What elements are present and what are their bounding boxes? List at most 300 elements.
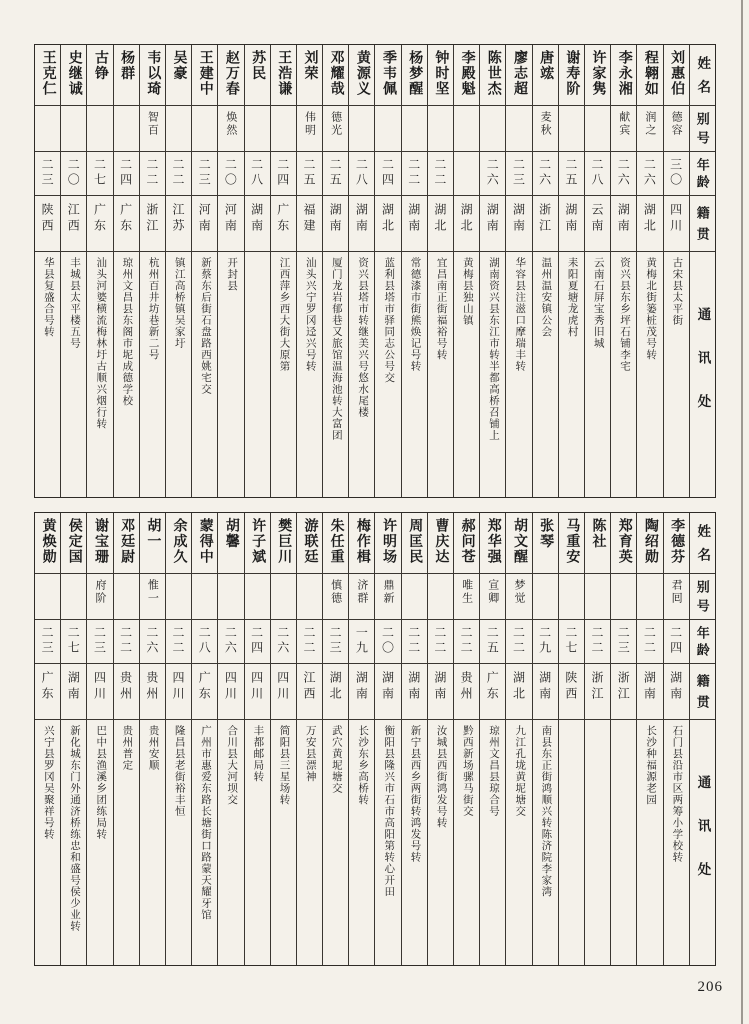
directory-table-upper — [34, 44, 716, 498]
person-name-cell — [402, 45, 427, 105]
row-label-province-text: 籍贯 — [694, 674, 710, 716]
person-address-cell — [349, 719, 374, 965]
person-alias: 唯生 — [460, 579, 473, 605]
person-name-cell — [611, 45, 636, 105]
person-name: 朱任重 — [328, 518, 344, 565]
person-column — [244, 513, 270, 965]
person-alias-cell — [559, 105, 584, 151]
person-address-cell — [218, 251, 243, 497]
person-address: 温州温安镇公会 — [540, 257, 552, 338]
person-age: 二三 — [92, 626, 107, 656]
person-province-cell — [218, 195, 243, 251]
person-alias: 府阶 — [93, 579, 106, 605]
person-address: 杭州百井坊巷新二号 — [147, 257, 159, 361]
person-column — [401, 513, 427, 965]
person-name: 梅作楫 — [354, 518, 370, 565]
person-province-cell — [664, 195, 689, 251]
person-province: 四川 — [275, 671, 290, 703]
person-name: 韦以琦 — [145, 50, 161, 97]
person-province: 湖北 — [511, 671, 526, 703]
person-name: 吴豪 — [171, 50, 187, 81]
person-province-cell — [349, 195, 374, 251]
person-province: 江西 — [66, 203, 81, 235]
person-name: 谢宝珊 — [92, 518, 108, 565]
row-label-alias-text: 别号 — [694, 112, 710, 150]
person-name: 许家隽 — [590, 50, 606, 97]
person-column — [348, 513, 374, 965]
person-address-cell — [35, 251, 60, 497]
person-name: 谢寿阶 — [564, 50, 580, 97]
person-name-cell — [559, 45, 584, 105]
person-column — [60, 45, 86, 497]
person-province-cell — [114, 195, 139, 251]
person-age: 二七 — [563, 626, 578, 656]
person-name: 苏民 — [250, 50, 266, 81]
person-name: 杨群 — [119, 50, 135, 81]
person-address-cell — [114, 251, 139, 497]
person-alias-cell — [245, 573, 270, 619]
person-column — [374, 45, 400, 497]
person-age-cell — [480, 619, 505, 663]
person-province-cell — [166, 195, 191, 251]
person-alias: 伟明 — [303, 111, 316, 137]
person-name: 刘惠伯 — [669, 50, 685, 97]
person-age-cell — [349, 151, 374, 195]
person-address: 贵州安顺 — [147, 725, 159, 771]
person-address-cell — [271, 251, 296, 497]
person-province: 湖南 — [668, 671, 683, 703]
person-age-cell — [245, 151, 270, 195]
person-name: 史继诚 — [66, 50, 82, 97]
person-name: 邓耀哉 — [328, 50, 344, 97]
person-province: 湖南 — [249, 203, 264, 235]
person-province: 湖北 — [642, 203, 657, 235]
person-name-cell — [637, 45, 662, 105]
person-name: 黄源义 — [354, 50, 370, 97]
person-province-cell — [585, 663, 610, 719]
person-name-cell — [585, 45, 610, 105]
person-age: 二六 — [275, 626, 290, 656]
row-label-alias — [690, 573, 715, 619]
person-alias-cell — [637, 105, 662, 151]
person-age-cell — [428, 619, 453, 663]
person-name: 陈社 — [590, 518, 606, 549]
person-province-cell — [480, 195, 505, 251]
person-address-cell — [192, 719, 217, 965]
person-age-cell — [271, 619, 296, 663]
person-address-cell — [611, 719, 636, 965]
person-age-cell — [637, 151, 662, 195]
person-alias-cell — [402, 105, 427, 151]
person-name-cell — [506, 45, 531, 105]
person-age: 二八 — [354, 158, 369, 188]
person-name-cell — [402, 513, 427, 573]
person-age-cell — [140, 151, 165, 195]
person-alias-cell — [192, 105, 217, 151]
person-age: 二四 — [118, 158, 133, 188]
person-age-cell — [166, 151, 191, 195]
person-name: 余成久 — [171, 518, 187, 565]
person-name-cell — [297, 513, 322, 573]
person-age-cell — [375, 619, 400, 663]
person-province-cell — [585, 195, 610, 251]
person-alias-cell — [87, 105, 112, 151]
person-province-cell — [506, 195, 531, 251]
person-province-cell — [245, 195, 270, 251]
person-name: 许子斌 — [250, 518, 266, 565]
person-name-cell — [87, 45, 112, 105]
person-province: 四川 — [668, 203, 683, 235]
person-name: 胡馨 — [223, 518, 239, 549]
person-province: 云南 — [590, 203, 605, 235]
person-address-cell — [375, 251, 400, 497]
person-age: 二二 — [590, 626, 605, 656]
person-province-cell — [480, 663, 505, 719]
person-province: 湖北 — [380, 203, 395, 235]
person-name-cell — [297, 45, 322, 105]
person-alias-cell — [585, 573, 610, 619]
person-province: 四川 — [92, 671, 107, 703]
person-address: 丰都邮局转 — [252, 725, 264, 783]
person-column — [479, 45, 505, 497]
person-name: 胡文醒 — [511, 518, 527, 565]
person-age-cell — [664, 151, 689, 195]
person-address: 黔西新场骡马街交 — [461, 725, 473, 817]
person-name-cell — [375, 45, 400, 105]
person-address: 万安县漂神 — [304, 725, 316, 783]
person-alias-cell — [114, 573, 139, 619]
person-column — [270, 513, 296, 965]
person-alias-cell — [533, 105, 558, 151]
person-alias-cell — [271, 105, 296, 151]
person-province: 湖南 — [485, 203, 500, 235]
person-age: 二六 — [642, 158, 657, 188]
person-age: 一九 — [354, 626, 369, 656]
person-age: 二八 — [197, 626, 212, 656]
person-age: 二四 — [249, 626, 264, 656]
row-label-age-text: 年龄 — [694, 158, 710, 192]
row-label-address — [690, 251, 715, 497]
person-alias-cell — [87, 573, 112, 619]
person-age: 二二 — [144, 158, 159, 188]
person-alias: 鼎新 — [382, 579, 395, 605]
person-age-cell — [585, 151, 610, 195]
person-name-cell — [454, 513, 479, 573]
row-label-name — [690, 513, 715, 573]
person-alias-cell — [323, 573, 348, 619]
person-province-cell — [297, 195, 322, 251]
person-address: 丰城县太平楼五号 — [69, 257, 81, 349]
person-age: 二六 — [616, 158, 631, 188]
person-age-cell — [297, 151, 322, 195]
person-column — [558, 45, 584, 497]
person-age-cell — [61, 151, 86, 195]
person-province: 贵州 — [144, 671, 159, 703]
person-alias-cell — [349, 573, 374, 619]
person-column — [663, 513, 689, 965]
person-age: 二二 — [511, 626, 526, 656]
person-address-cell — [375, 719, 400, 965]
person-column — [374, 513, 400, 965]
person-alias: 宣卿 — [486, 579, 499, 605]
person-address: 琼州文昌县琼合号 — [488, 725, 500, 817]
person-column — [270, 45, 296, 497]
person-address: 琼州文昌县东阁市坭成德学校 — [121, 257, 133, 407]
person-name: 郑育英 — [616, 518, 632, 565]
person-province: 广东 — [40, 671, 55, 703]
person-alias-cell — [297, 105, 322, 151]
person-province: 江西 — [301, 671, 316, 703]
person-province-cell — [611, 195, 636, 251]
page-number: 206 — [697, 979, 723, 995]
person-name-cell — [533, 45, 558, 105]
person-province: 浙江 — [144, 203, 159, 235]
person-address-cell — [297, 251, 322, 497]
person-address-cell — [218, 719, 243, 965]
person-age-cell — [585, 619, 610, 663]
person-address-cell — [87, 719, 112, 965]
person-province: 广东 — [92, 203, 107, 235]
person-province-cell — [375, 195, 400, 251]
row-label-name-text: 姓名 — [695, 524, 711, 571]
person-name-cell — [454, 45, 479, 105]
person-age: 二四 — [668, 626, 683, 656]
person-name: 程翱如 — [642, 50, 658, 97]
person-address-cell — [402, 251, 427, 497]
person-address: 广州市惠爱东路长塘街口路蒙天耀牙馆 — [199, 725, 211, 921]
person-province: 陕西 — [40, 203, 55, 235]
row-label-age — [690, 619, 715, 663]
person-province-cell — [218, 663, 243, 719]
person-age-cell — [245, 619, 270, 663]
person-column — [217, 45, 243, 497]
row-label-province-text: 籍贯 — [694, 206, 710, 248]
person-age-cell — [454, 151, 479, 195]
person-column — [610, 45, 636, 497]
person-province-cell — [271, 195, 296, 251]
person-age: 二八 — [249, 158, 264, 188]
person-name-cell — [585, 513, 610, 573]
person-province: 四川 — [171, 671, 186, 703]
person-province: 湖南 — [642, 671, 657, 703]
person-name: 王建中 — [197, 50, 213, 97]
person-age: 二六 — [223, 626, 238, 656]
person-alias-cell — [218, 105, 243, 151]
person-address-cell — [611, 251, 636, 497]
person-province-cell — [402, 663, 427, 719]
person-address: 镇江高桥镇吴家圩 — [173, 257, 185, 349]
person-province: 湖南 — [380, 671, 395, 703]
person-address-cell — [480, 251, 505, 497]
person-column — [139, 45, 165, 497]
person-address-cell — [166, 251, 191, 497]
person-alias-cell — [192, 573, 217, 619]
person-name: 李殿魁 — [459, 50, 475, 97]
person-column — [191, 513, 217, 965]
person-address: 汕头兴宁罗冈迳兴号转 — [304, 257, 316, 372]
person-address: 简阳县三星场转 — [278, 725, 290, 806]
person-age: 二九 — [537, 626, 552, 656]
person-address-cell — [637, 251, 662, 497]
person-address-cell — [192, 251, 217, 497]
person-address: 巴中县渔溪乡团练局转 — [95, 725, 107, 840]
person-name: 黄焕勋 — [40, 518, 56, 565]
person-alias-cell — [375, 573, 400, 619]
person-name-cell — [218, 513, 243, 573]
person-alias-cell — [349, 105, 374, 151]
person-alias: 慎德 — [329, 579, 342, 605]
person-province-cell — [87, 663, 112, 719]
person-province-cell — [140, 195, 165, 251]
person-address: 黄梅县独山镇 — [461, 257, 473, 326]
row-label-name — [690, 45, 715, 105]
person-name: 李永湘 — [616, 50, 632, 97]
person-age-cell — [402, 619, 427, 663]
person-age-cell — [297, 619, 322, 663]
person-alias-cell — [35, 573, 60, 619]
person-name-cell — [375, 513, 400, 573]
person-age-cell — [323, 619, 348, 663]
person-age-cell — [611, 619, 636, 663]
person-age-cell — [35, 151, 60, 195]
person-address-cell — [506, 719, 531, 965]
person-province-cell — [61, 663, 86, 719]
person-province-cell — [35, 195, 60, 251]
person-name-cell — [559, 513, 584, 573]
person-address-cell — [271, 719, 296, 965]
person-age-cell — [402, 151, 427, 195]
person-address: 石门县沿市区两筹小学校转 — [671, 725, 683, 863]
person-age-cell — [218, 151, 243, 195]
person-column — [558, 513, 584, 965]
person-name: 杨梦醒 — [407, 50, 423, 97]
person-column — [636, 513, 662, 965]
person-alias-cell — [533, 573, 558, 619]
person-address-cell — [166, 719, 191, 965]
person-column — [532, 45, 558, 497]
person-age-cell — [140, 619, 165, 663]
person-age: 三〇 — [668, 158, 683, 188]
person-age: 二三 — [328, 626, 343, 656]
person-column — [165, 45, 191, 497]
person-province-cell — [35, 663, 60, 719]
person-alias-cell — [664, 105, 689, 151]
person-province: 陕西 — [563, 671, 578, 703]
person-address-cell — [140, 251, 165, 497]
person-province: 浙江 — [537, 203, 552, 235]
person-address-cell — [87, 251, 112, 497]
person-address-cell — [637, 719, 662, 965]
person-column — [139, 513, 165, 965]
person-age: 二二 — [406, 158, 421, 188]
person-address-cell — [297, 719, 322, 965]
person-alias-cell — [61, 105, 86, 151]
person-name: 刘荣 — [302, 50, 318, 81]
person-province: 湖南 — [66, 671, 81, 703]
person-name: 廖志超 — [511, 50, 527, 97]
person-alias-cell — [166, 573, 191, 619]
person-address: 资兴县塔市转继美兴号悠水尾楼 — [357, 257, 369, 418]
person-province: 江苏 — [171, 203, 186, 235]
person-name-cell — [480, 513, 505, 573]
person-age: 二七 — [92, 158, 107, 188]
person-name: 王浩谦 — [276, 50, 292, 97]
person-name: 蒙得中 — [197, 518, 213, 565]
person-address-cell — [402, 719, 427, 965]
person-column — [296, 513, 322, 965]
row-label-age — [690, 151, 715, 195]
person-address: 汕头河婆横流梅林圩古顺兴烟行转 — [95, 257, 107, 430]
person-name-cell — [61, 45, 86, 105]
person-name: 季韦佩 — [381, 50, 397, 97]
person-address-cell — [480, 719, 505, 965]
person-address-cell — [323, 719, 348, 965]
person-age-cell — [506, 151, 531, 195]
person-age-cell — [114, 151, 139, 195]
person-age-cell — [664, 619, 689, 663]
person-name: 张琴 — [538, 518, 554, 549]
person-column — [348, 45, 374, 497]
person-age-cell — [480, 151, 505, 195]
person-age: 二八 — [590, 158, 605, 188]
person-address: 南县东正街鸿顺兴转陈济院李家湾 — [540, 725, 552, 898]
person-age-cell — [218, 619, 243, 663]
person-address: 长沙东乡高桥转 — [357, 725, 369, 806]
person-name-cell — [166, 513, 191, 573]
person-alias-cell — [375, 105, 400, 151]
person-name-cell — [428, 45, 453, 105]
person-address-cell — [140, 719, 165, 965]
person-alias: 献宾 — [617, 111, 630, 137]
person-name: 郑华强 — [485, 518, 501, 565]
person-address-cell — [506, 251, 531, 497]
person-alias-cell — [506, 573, 531, 619]
person-alias-cell — [402, 573, 427, 619]
person-name-cell — [611, 513, 636, 573]
person-age-cell — [533, 151, 558, 195]
person-province-cell — [192, 663, 217, 719]
person-address: 汝城县西街鸿发号转 — [435, 725, 447, 829]
person-address: 贵州普定 — [121, 725, 133, 771]
person-age-cell — [611, 151, 636, 195]
person-column — [636, 45, 662, 497]
person-age-cell — [559, 151, 584, 195]
person-alias-cell — [166, 105, 191, 151]
person-province: 湖南 — [537, 671, 552, 703]
person-name: 李德芬 — [669, 518, 685, 565]
person-column — [401, 45, 427, 497]
person-province: 河南 — [223, 203, 238, 235]
person-address: 厦门龙岩郁巷又旅馆温海池转大富团 — [330, 257, 342, 441]
person-address-cell — [454, 251, 479, 497]
person-alias-cell — [664, 573, 689, 619]
person-province-cell — [428, 663, 453, 719]
person-province-cell — [664, 663, 689, 719]
person-alias: 德容 — [670, 111, 683, 137]
person-province: 广东 — [118, 203, 133, 235]
header-column — [689, 513, 715, 965]
person-age: 二〇 — [66, 158, 81, 188]
person-name: 陶绍勋 — [642, 518, 658, 565]
person-age-cell — [35, 619, 60, 663]
person-province: 湖北 — [328, 671, 343, 703]
person-province: 贵州 — [459, 671, 474, 703]
person-alias: 德光 — [329, 111, 342, 137]
person-address-cell — [533, 251, 558, 497]
row-label-name-text: 姓名 — [695, 56, 711, 103]
person-alias-cell — [559, 573, 584, 619]
person-column — [86, 45, 112, 497]
